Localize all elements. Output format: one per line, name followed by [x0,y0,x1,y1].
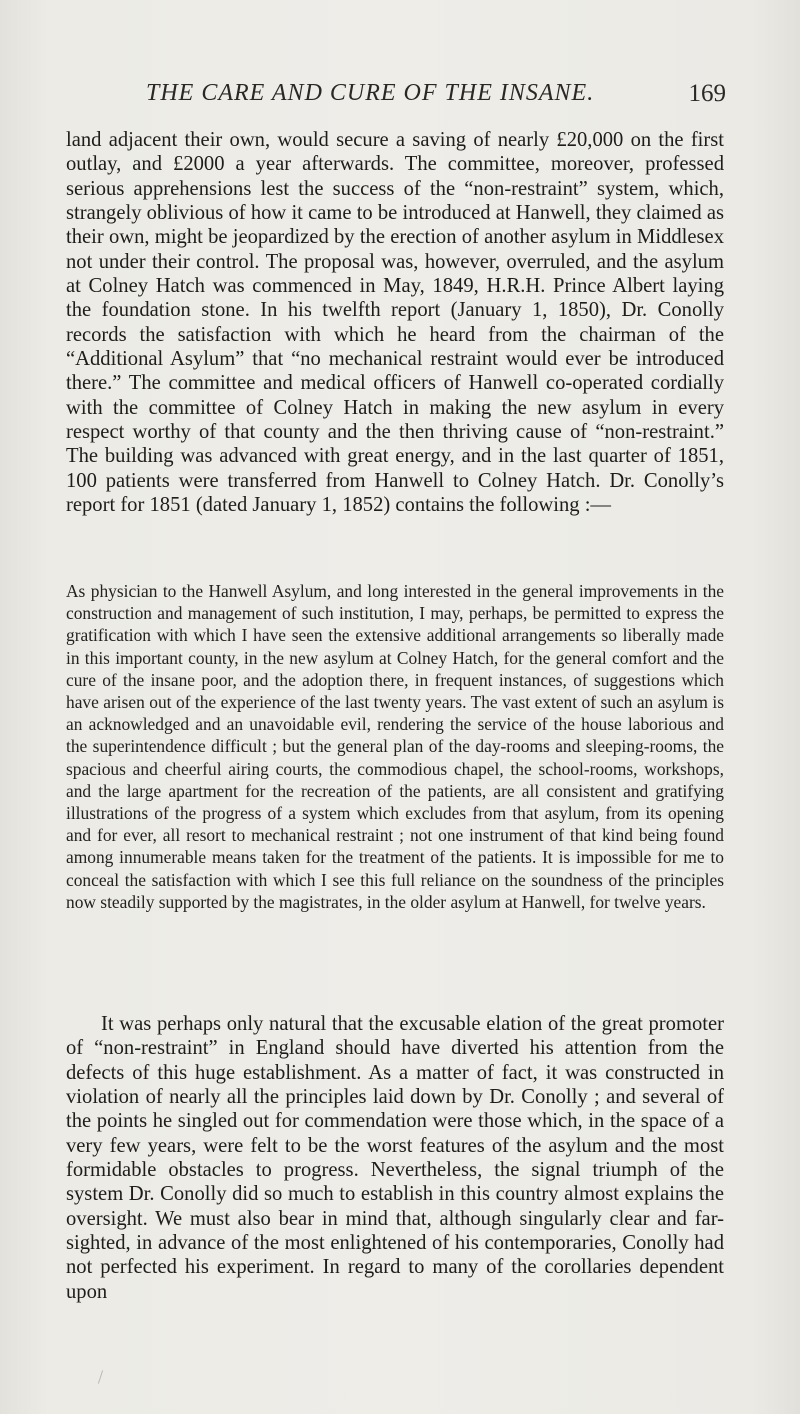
body-paragraph-2: It was perhaps only natural that the excusable elation of the great promoter of “non-restraint” in England should have diverted his attention from the defects of this huge establishment. As a matter of fact, it was constructed in violation of nearly all the principles laid down by Dr. Conolly ; and several of the points he singled out for commendation were those which, in the space of a very few years, were felt to be the worst features of the asylum and the most formidable obstacles to progress. Nevertheless, the signal triumph of the system Dr. Conolly did so much to establish in this country almost explains the oversight. We must also bear in mind that, although singularly clear and far-sighted, in advance of the most enlightened of his contemporaries, Conolly had not perfected his experiment. In regard to many of the corollaries dependent upon [66,1013,724,1303]
page-number: 169 [688,80,726,107]
body-paragraph-1: land adjacent their own, would secure a saving of nearly £20,000 on the first outlay, and £2000 a year afterwards. The committee, moreover, professed serious apprehensions lest the success of the “non-restraint” system, which, strangely oblivious of how it came to be introduced at Hanwell, they claimed as their own, might be jeopardized by the erection of another asylum in Middlesex not under their control. The proposal was, however, overruled, and the asylum at Colney Hatch was commenced in May, 1849, H.R.H. Prince Albert laying the foundation stone. In his twelfth report (January 1, 1850), Dr. Conolly records the satisfaction with which he heard from the chairman of the “Additional Asylum” that “no mechanical restraint would ever be introduced there.” The committee and medical officers of Hanwell co-operated cordially with the committee of Colney Hatch in making the new asylum in every respect worthy of that county and the then thriving cause of “non-restraint.” The building was advanced with great energy, and in the last quarter of 1851, 100 patients were transferred from Hanwell to Colney Hatch. Dr. Conolly’s report for 1851 (dated January 1, 1852) contains the following :— [66,129,724,517]
running-head [66,80,726,112]
running-title: THE CARE AND CURE OF THE INSANE. [146,80,595,106]
block-quotation: As physician to the Hanwell Asylum, and long interested in the general improvements in the construction and management of such institution, I may, perhaps, be permitted to express the gratification with which I have seen the extensive additional arrangements so liberally made in this important county, in the new asylum at Colney Hatch, for the general comfort and the cure of the insane poor, and the adoption there, in frequent instances, of suggestions which have arisen out of the experience of the last twenty years. The vast extent of such an asylum is an acknowledged and an unavoidable evil, rendering the service of the house laborious and the superintendence difficult ; but the general plan of the day-rooms and sleeping-rooms, the spacious and cheerful airing courts, the commodious chapel, the school-rooms, workshops, and the large apartment for the recreation of the patients, are all consistent and gratifying illustrations of the progress of a system which excludes from that asylum, from its opening and for ever, all resort to mechanical restraint ; not one instrument of that kind being found among innumerable means taken for the treatment of the patients. It is impossible for me to conceal the satisfaction with which I see this full reliance on the soundness of the principles now steadily supported by the magistrates, in the older asylum at Hanwell, for twelve years. [66,581,724,912]
pencil-mark [98,1370,103,1384]
